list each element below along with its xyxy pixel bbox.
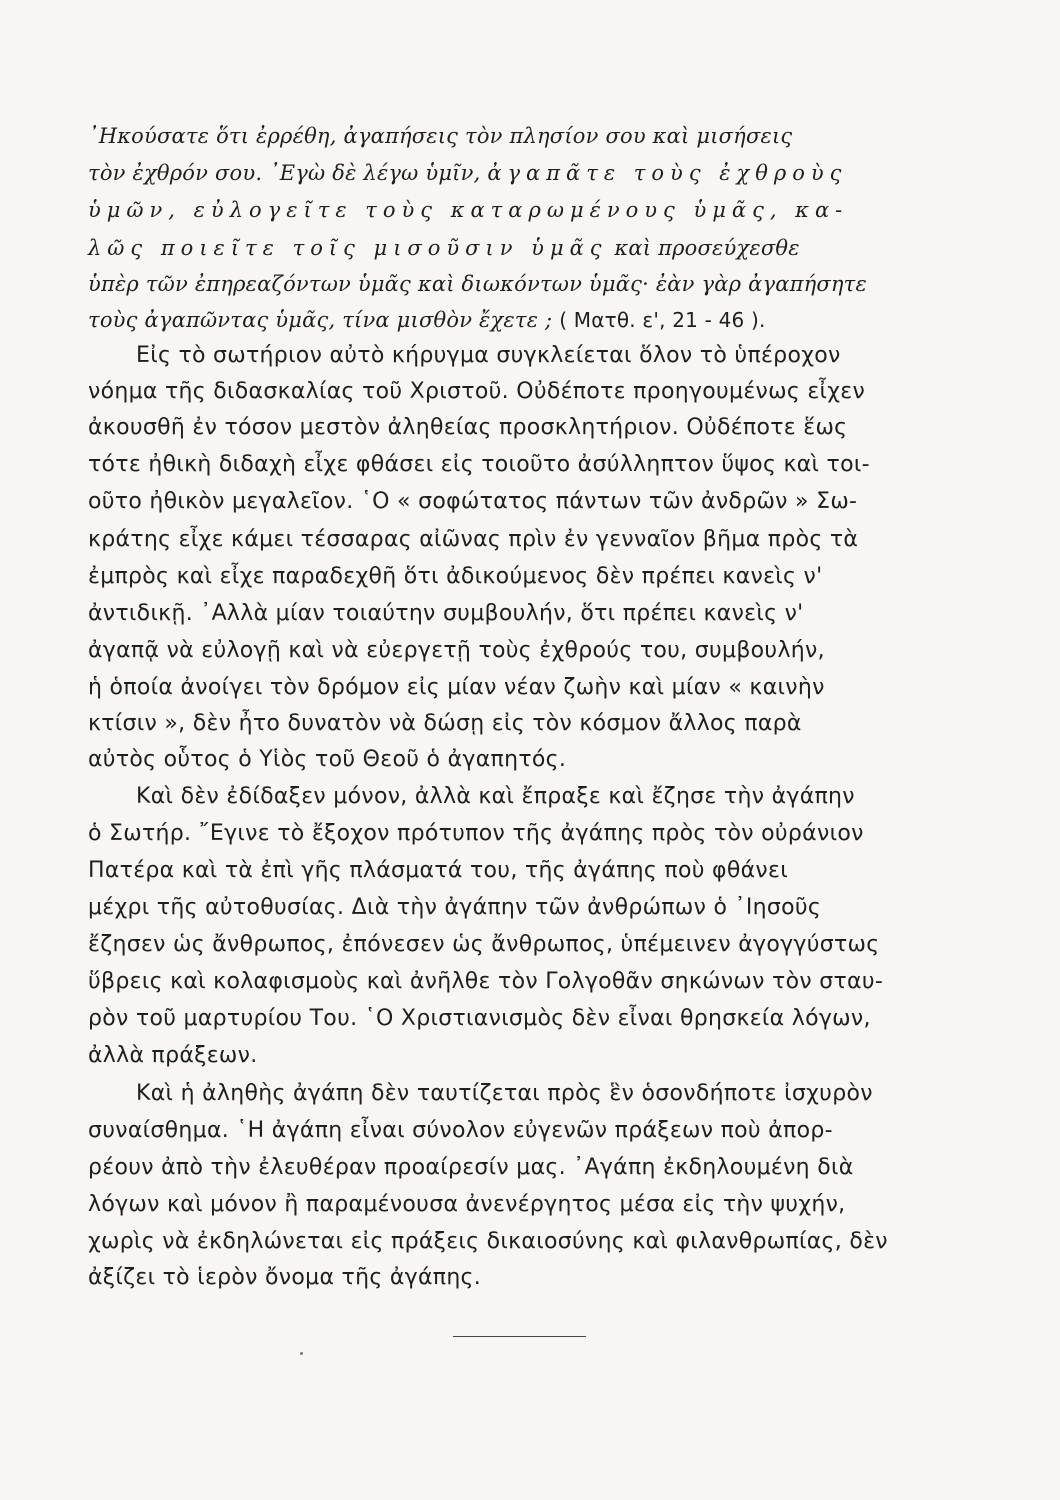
text-line: χωρὶς νὰ ἐκδηλώνεται εἰς πράξεις δικαιοσύνης καὶ φιλανθρωπίας, δὲν	[88, 1229, 888, 1254]
text-line: ρὸν τοῦ μαρτυρίου Του. ῾Ο Χριστιανισμὸς δὲν εἶναι θρησκεία λόγων,	[88, 1006, 871, 1031]
text-line: λόγων καὶ μόνον ἢ παραμένουσα ἀνενέργητος μέσα εἰς τὴν ψυχήν,	[88, 1192, 846, 1217]
quote-line-4-end: καὶ προσεύχεσθε	[607, 236, 800, 260]
text-line: Καὶ ἡ ἀληθὴς ἀγάπη δὲν ταυτίζεται πρὸς ἓν ὁσονδήποτε ἰσχυρὸν	[136, 1081, 873, 1106]
text-line: τότε ἠθικὴ διδαχὴ εἶχε φθάσει εἰς τοιοῦτο ἀσύλληπτον ὕψος καὶ τοι-	[88, 452, 870, 477]
text-line: αὐτὸς οὗτος ὁ Υἱὸς τοῦ Θεοῦ ὁ ἀγαπητός.	[88, 747, 567, 772]
quote-line	[88, 230, 938, 266]
scripture-reference: ( Ματθ. ε', 21 - 46 ).	[559, 308, 766, 332]
text-line: ἀκουσθῆ ἐν τόσον μεστὸν ἀληθείας προσκλητήριον. Οὐδέποτε ἕως	[88, 415, 848, 440]
section-divider	[453, 1336, 586, 1337]
quote-line-4-spaced: λῶς ποιεῖτε τοῖς μισοῦσιν ὑμᾶς	[88, 236, 608, 260]
ink-speck	[300, 1352, 303, 1355]
text-line: ἡ ὁποία ἀνοίγει τὸν δρόμον εἰς μίαν νέαν ζωὴν καὶ μίαν « καινὴν	[88, 675, 825, 700]
text-line: ἔζησεν ὡς ἄνθρωπος, ἐπόνεσεν ὡς ἄνθρωπος, ὑπέμεινεν ἀγογγύστως	[88, 932, 880, 957]
quote-line	[88, 302, 938, 338]
text-line: ὁ Σωτήρ. ῎Εγινε τὸ ἔξοχον πρότυπον τῆς ἀγάπης πρὸς τὸν οὐράνιον	[88, 821, 864, 846]
text-line: ὕβρεις καὶ κολαφισμοὺς καὶ ἀνῆλθε τὸν Γολγοθᾶν σηκώνων τὸν σταυ-	[88, 969, 884, 994]
quote-line-1: ᾿Ηκούσατε ὅτι ἐρρέθη, ἀγαπήσεις τὸν πλησίον σου καὶ μισήσεις	[88, 124, 793, 148]
text-line: Καὶ δὲν ἐδίδαξεν μόνον, ἀλλὰ καὶ ἔπραξε καὶ ἔζησε τὴν ἀγάπην	[136, 784, 855, 809]
quote-line	[88, 192, 938, 228]
quote-line-2-start: τὸν ἐχθρόν σου. ᾿Εγὼ δὲ λέγω ὑμῖν,	[88, 161, 488, 185]
text-line: ἀξίζει τὸ ἱερὸν ὄνομα τῆς ἀγάπης.	[88, 1265, 482, 1290]
text-line: Εἰς τὸ σωτήριον αὐτὸ κήρυγμα συγκλείεται ὅλον τὸ ὑπέροχον	[136, 343, 841, 368]
text-line: κτίσιν », δὲν ἦτο δυνατὸν νὰ δώσῃ εἰς τὸν κόσμον ἄλλος παρὰ	[88, 711, 802, 736]
text-line: ρέουν ἀπὸ τὴν ἐλευθέραν προαίρεσίν μας. ᾿Αγάπη ἐκδηλουμένη διὰ	[88, 1155, 854, 1180]
quote-line	[88, 118, 938, 154]
text-line: οῦτο ἠθικὸν μεγαλεῖον. ῾Ο « σοφώτατος πάντων τῶν ἀνδρῶν » Σω-	[88, 489, 858, 514]
quote-line-2-spaced: ἀγαπᾶτε τοὺς ἐχθροὺς	[487, 161, 848, 185]
quote-line-6: τοὺς ἀγαπῶντας ὑμᾶς, τίνα μισθὸν ἔχετε ;	[88, 308, 560, 332]
text-line: ἀντιδικῇ. ᾿Αλλὰ μίαν τοιαύτην συμβουλήν, ὅτι πρέπει κανεὶς ν'	[88, 601, 804, 626]
quote-line-5: ὑπὲρ τῶν ἐπηρεαζόντων ὑμᾶς καὶ διωκόντων ὑμᾶς· ἐὰν γὰρ ἀγαπήσητε	[88, 272, 867, 296]
text-line: κράτης εἶχε κάμει τέσσαρας αἰῶνας πρὶν ἐν γενναῖον βῆμα πρὸς τὰ	[88, 527, 859, 552]
text-line: ἀλλὰ πράξεων.	[88, 1043, 258, 1068]
text-line: μέχρι τῆς αὐτοθυσίας. Διὰ τὴν ἀγάπην τῶν ἀνθρώπων ὁ ᾿Ιησοῦς	[88, 895, 822, 920]
text-line: συναίσθημα. ῾Η ἀγάπη εἶναι σύνολον εὐγενῶν πράξεων ποὺ ἀπορ-	[88, 1118, 833, 1143]
quote-line	[88, 155, 938, 191]
quote-line	[88, 266, 938, 302]
text-line: Πατέρα καὶ τὰ ἐπὶ γῆς πλάσματά του, τῆς ἀγάπης ποὺ φθάνει	[88, 858, 788, 883]
text-line: ἐμπρὸς καὶ εἶχε παραδεχθῆ ὅτι ἀδικούμενος δὲν πρέπει κανεὶς ν'	[88, 564, 823, 589]
quote-line-3: ὑμῶν, εὐλογεῖτε τοὺς καταρωμένους ὑμᾶς, κα-	[88, 198, 849, 222]
text-line: νόημα τῆς διδασκαλίας τοῦ Χριστοῦ. Οὐδέποτε προηγουμένως εἶχεν	[88, 379, 866, 404]
text-line: ἀγαπᾷ νὰ εὐλογῇ καὶ νὰ εὐεργετῇ τοὺς ἐχθρούς του, συμβουλήν,	[88, 638, 825, 663]
